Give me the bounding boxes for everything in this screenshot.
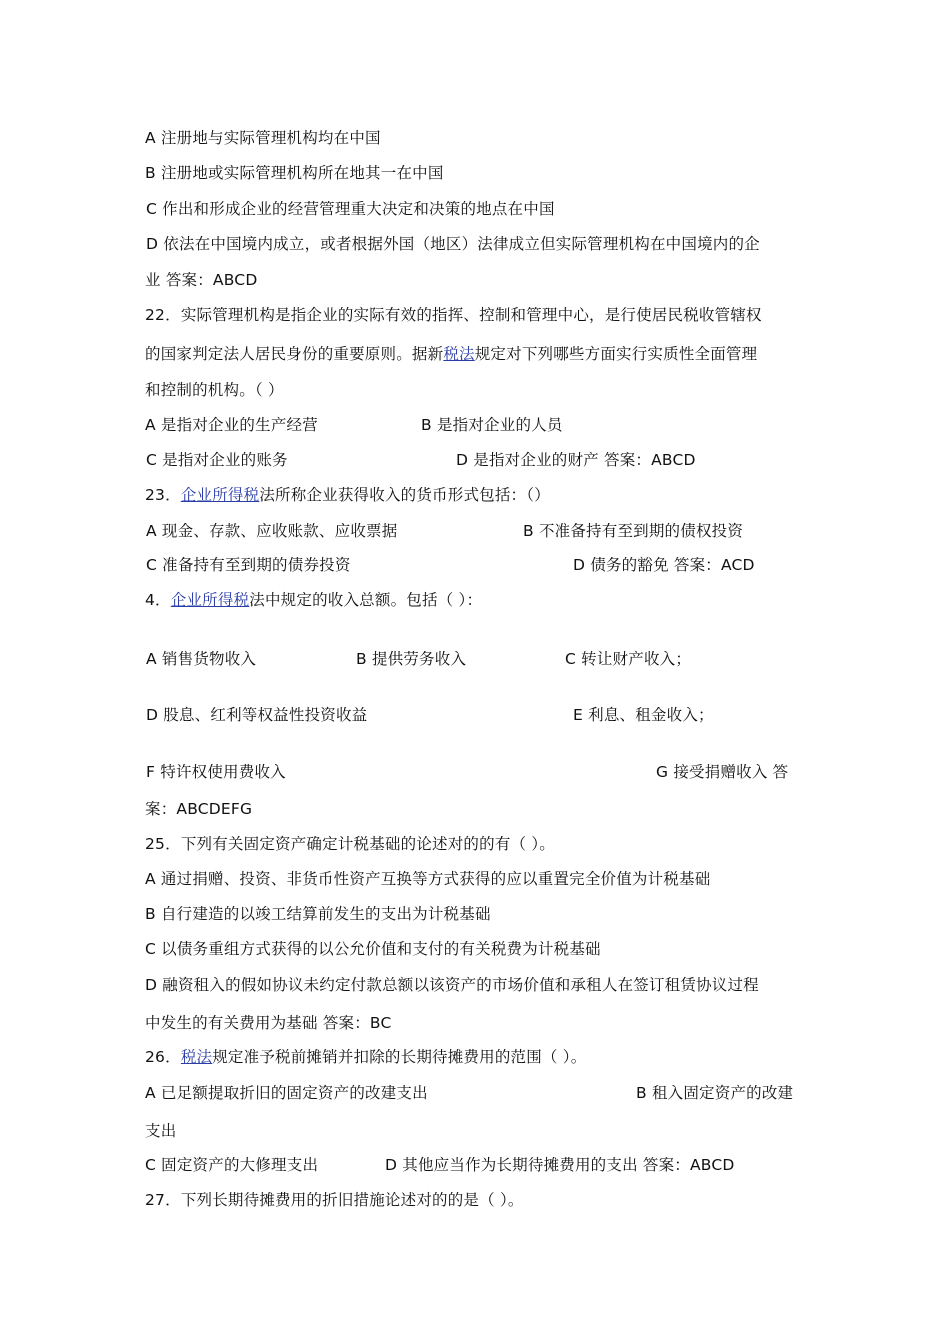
- q23-option-d: D 债务的豁免 答案：ACD: [573, 556, 755, 574]
- q21-option-c: C 作出和形成企业的经营管理重大决定和决策的地点在中国: [146, 200, 555, 218]
- q25-option-d: D 融资租入的假如协议未约定付款总额以该资产的市场价值和承租人在签订租赁协议过程: [145, 976, 759, 994]
- q22-option-c: C 是指对企业的账务: [146, 451, 288, 469]
- tax-law-link[interactable]: 税法: [443, 345, 475, 363]
- q26-option-d: D 其他应当作为长期待摊费用的支出 答案：ABCD: [385, 1156, 735, 1174]
- q22-option-b: B 是指对企业的人员: [421, 416, 563, 434]
- q24-answer: 案：ABCDEFG: [145, 800, 253, 818]
- q25-option-d-cont: 中发生的有关费用为基础 答案：BC: [145, 1014, 392, 1032]
- q23-stem: [145, 485, 550, 505]
- q26-option-a: A 已足额提取折旧的固定资产的改建支出: [145, 1084, 428, 1102]
- q26-option-b-cont: 支出: [145, 1122, 177, 1140]
- tax-law-link[interactable]: 税法: [180, 1048, 213, 1066]
- enterprise-income-tax-link[interactable]: 企业所得税: [170, 591, 250, 609]
- q22-text-pre: 的国家判定法人居民身份的重要原则。据新: [145, 345, 444, 363]
- q24-number: 4．: [145, 591, 171, 609]
- q24-stem: [145, 590, 482, 610]
- q23-option-a: A 现金、存款、应收账款、应收票据: [146, 522, 398, 540]
- q25-stem: 25．下列有关固定资产确定计税基础的论述对的的有（ ）。: [145, 835, 556, 853]
- q26-text: 规定准予税前摊销并扣除的长期待摊费用的范围（ ）。: [212, 1048, 587, 1066]
- q26-number: 26．: [145, 1048, 181, 1066]
- q24-option-d: D 股息、红利等权益性投资收益: [146, 706, 368, 724]
- enterprise-income-tax-link[interactable]: 企业所得税: [180, 486, 260, 504]
- q21-option-a: A 注册地与实际管理机构均在中国: [145, 129, 381, 147]
- q22-stem-line1: 22．实际管理机构是指企业的实际有效的指挥、控制和管理中心，是行使居民税收管辖权: [145, 306, 762, 324]
- q24-option-e: E 利息、租金收入；: [573, 706, 714, 724]
- q25-option-c: C 以债务重组方式获得的以公允价值和支付的有关税费为计税基础: [145, 940, 601, 958]
- q22-option-a: A 是指对企业的生产经营: [145, 416, 318, 434]
- q23-text: 法所称企业获得收入的货币形式包括：（）: [259, 486, 550, 504]
- q22-stem-line2: [145, 344, 757, 364]
- q25-option-b: B 自行建造的以竣工结算前发生的支出为计税基础: [145, 905, 491, 923]
- q22-text-post: 规定对下列哪些方面实行实质性全面管理: [474, 345, 758, 363]
- q23-option-b: B 不准备持有至到期的债权投资: [523, 522, 744, 540]
- q24-option-g: G 接受捐赠收入 答: [656, 763, 789, 781]
- q25-option-a: A 通过捐赠、投资、非货币性资产互换等方式获得的应以重置完全价值为计税基础: [145, 870, 711, 888]
- q24-text: 法中规定的收入总额。包括（ ）：: [249, 591, 483, 609]
- q27-stem: 27．下列长期待摊费用的折旧措施论述对的的是（ ）。: [145, 1191, 524, 1209]
- q23-number: 23．: [145, 486, 181, 504]
- q21-option-d: D 依法在中国境内成立，或者根据外国（地区）法律成立但实际管理机构在中国境内的企: [146, 235, 760, 253]
- q26-option-c: C 固定资产的大修理支出: [145, 1156, 319, 1174]
- q21-option-d-cont: 业 答案：ABCD: [145, 271, 258, 289]
- q24-option-b: B 提供劳务收入: [356, 650, 467, 668]
- q26-stem: [145, 1047, 586, 1067]
- q21-option-b: B 注册地或实际管理机构所在地其一在中国: [145, 164, 444, 182]
- q22-option-d: D 是指对企业的财产 答案：ABCD: [456, 451, 696, 469]
- q23-option-c: C 准备持有至到期的债券投资: [146, 556, 351, 574]
- q24-option-a: A 销售货物收入: [146, 650, 257, 668]
- q26-option-b: B 租入固定资产的改建: [636, 1084, 794, 1102]
- q24-option-c: C 转让财产收入；: [565, 650, 692, 668]
- q24-option-f: F 特许权使用费收入: [146, 763, 286, 781]
- q22-stem-line3: 和控制的机构。（ ）: [145, 381, 284, 399]
